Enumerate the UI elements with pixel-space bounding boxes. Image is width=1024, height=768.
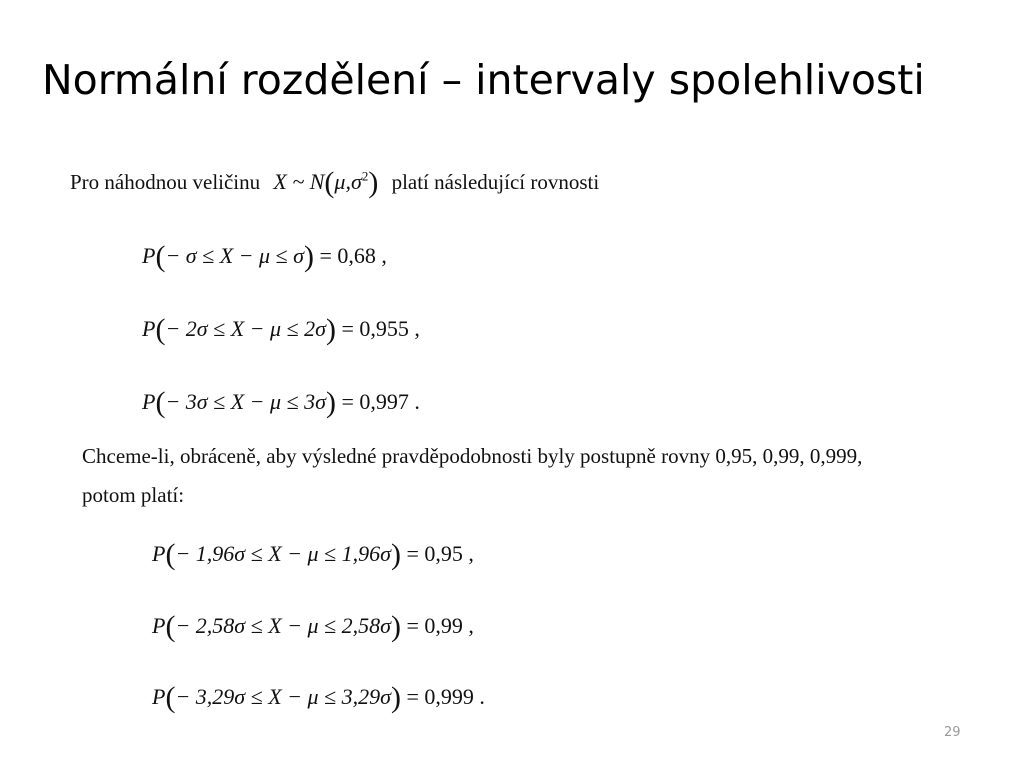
- intro-line: [70, 166, 599, 200]
- formula-args: μ,σ: [334, 169, 362, 194]
- equation-result: = 0,999: [406, 684, 474, 709]
- intro-text-before: Pro náhodnou veličinu: [70, 170, 261, 194]
- equation-punct: ,: [414, 316, 420, 341]
- equation-punct: .: [414, 389, 420, 414]
- slide-title: Normální rozdělení – intervaly spolehlivosti: [42, 56, 925, 104]
- equation-result: = 0,68: [319, 243, 376, 268]
- page-number: 29: [944, 725, 961, 740]
- equation-body: − σ ≤ X − μ ≤ σ: [165, 243, 304, 268]
- equation-result: = 0,955: [341, 316, 409, 341]
- equation-prefix: P: [152, 684, 166, 709]
- paragraph-line-1: Chceme-li, obráceně, aby výsledné pravděpodobnosti byly postupně rovny 0,95, 0,99, 0,999,: [82, 444, 863, 468]
- equation-prefix: P: [152, 613, 166, 638]
- equation-confidence-999: P(− 3,29σ ≤ X − μ ≤ 3,29σ) = 0,999 .: [152, 681, 485, 714]
- equation-sigma-3: P(− 3σ ≤ X − μ ≤ 3σ) = 0,997 .: [142, 386, 420, 419]
- equation-punct: .: [479, 684, 485, 709]
- formula-lhs: X ~ N: [273, 169, 325, 194]
- equation-punct: ,: [381, 243, 387, 268]
- equation-body: − 3,29σ ≤ X − μ ≤ 3,29σ: [175, 684, 391, 709]
- equation-sigma-2: P(− 2σ ≤ X − μ ≤ 2σ) = 0,955 ,: [142, 313, 420, 346]
- equation-prefix: P: [142, 316, 156, 341]
- equation-confidence-99: P(− 2,58σ ≤ X − μ ≤ 2,58σ) = 0,99 ,: [152, 610, 474, 643]
- equation-body: − 2σ ≤ X − μ ≤ 2σ: [165, 316, 326, 341]
- paragraph-line-2: potom platí:: [82, 483, 185, 507]
- equation-body: − 1,96σ ≤ X − μ ≤ 1,96σ: [175, 541, 391, 566]
- equation-body: − 2,58σ ≤ X − μ ≤ 2,58σ: [175, 613, 391, 638]
- equation-result: = 0,997: [341, 389, 409, 414]
- equation-punct: ,: [468, 541, 474, 566]
- equation-prefix: P: [142, 389, 156, 414]
- equation-punct: ,: [468, 613, 474, 638]
- formula-exponent: 2: [361, 168, 369, 184]
- distribution-formula: X ~ $N(\mu,\sigma^2)$: [273, 166, 379, 199]
- equation-result: = 0,99: [406, 613, 463, 638]
- equation-confidence-95: P(− 1,96σ ≤ X − μ ≤ 1,96σ) = 0,95 ,: [152, 538, 474, 571]
- equation-sigma-1: P(− σ ≤ X − μ ≤ σ) = 0,68 ,: [142, 240, 387, 273]
- equation-prefix: P: [142, 243, 156, 268]
- equation-body: − 3σ ≤ X − μ ≤ 3σ: [165, 389, 326, 414]
- equation-prefix: P: [152, 541, 166, 566]
- intro-text-after: platí následující rovnosti: [391, 170, 600, 194]
- equation-result: = 0,95: [406, 541, 463, 566]
